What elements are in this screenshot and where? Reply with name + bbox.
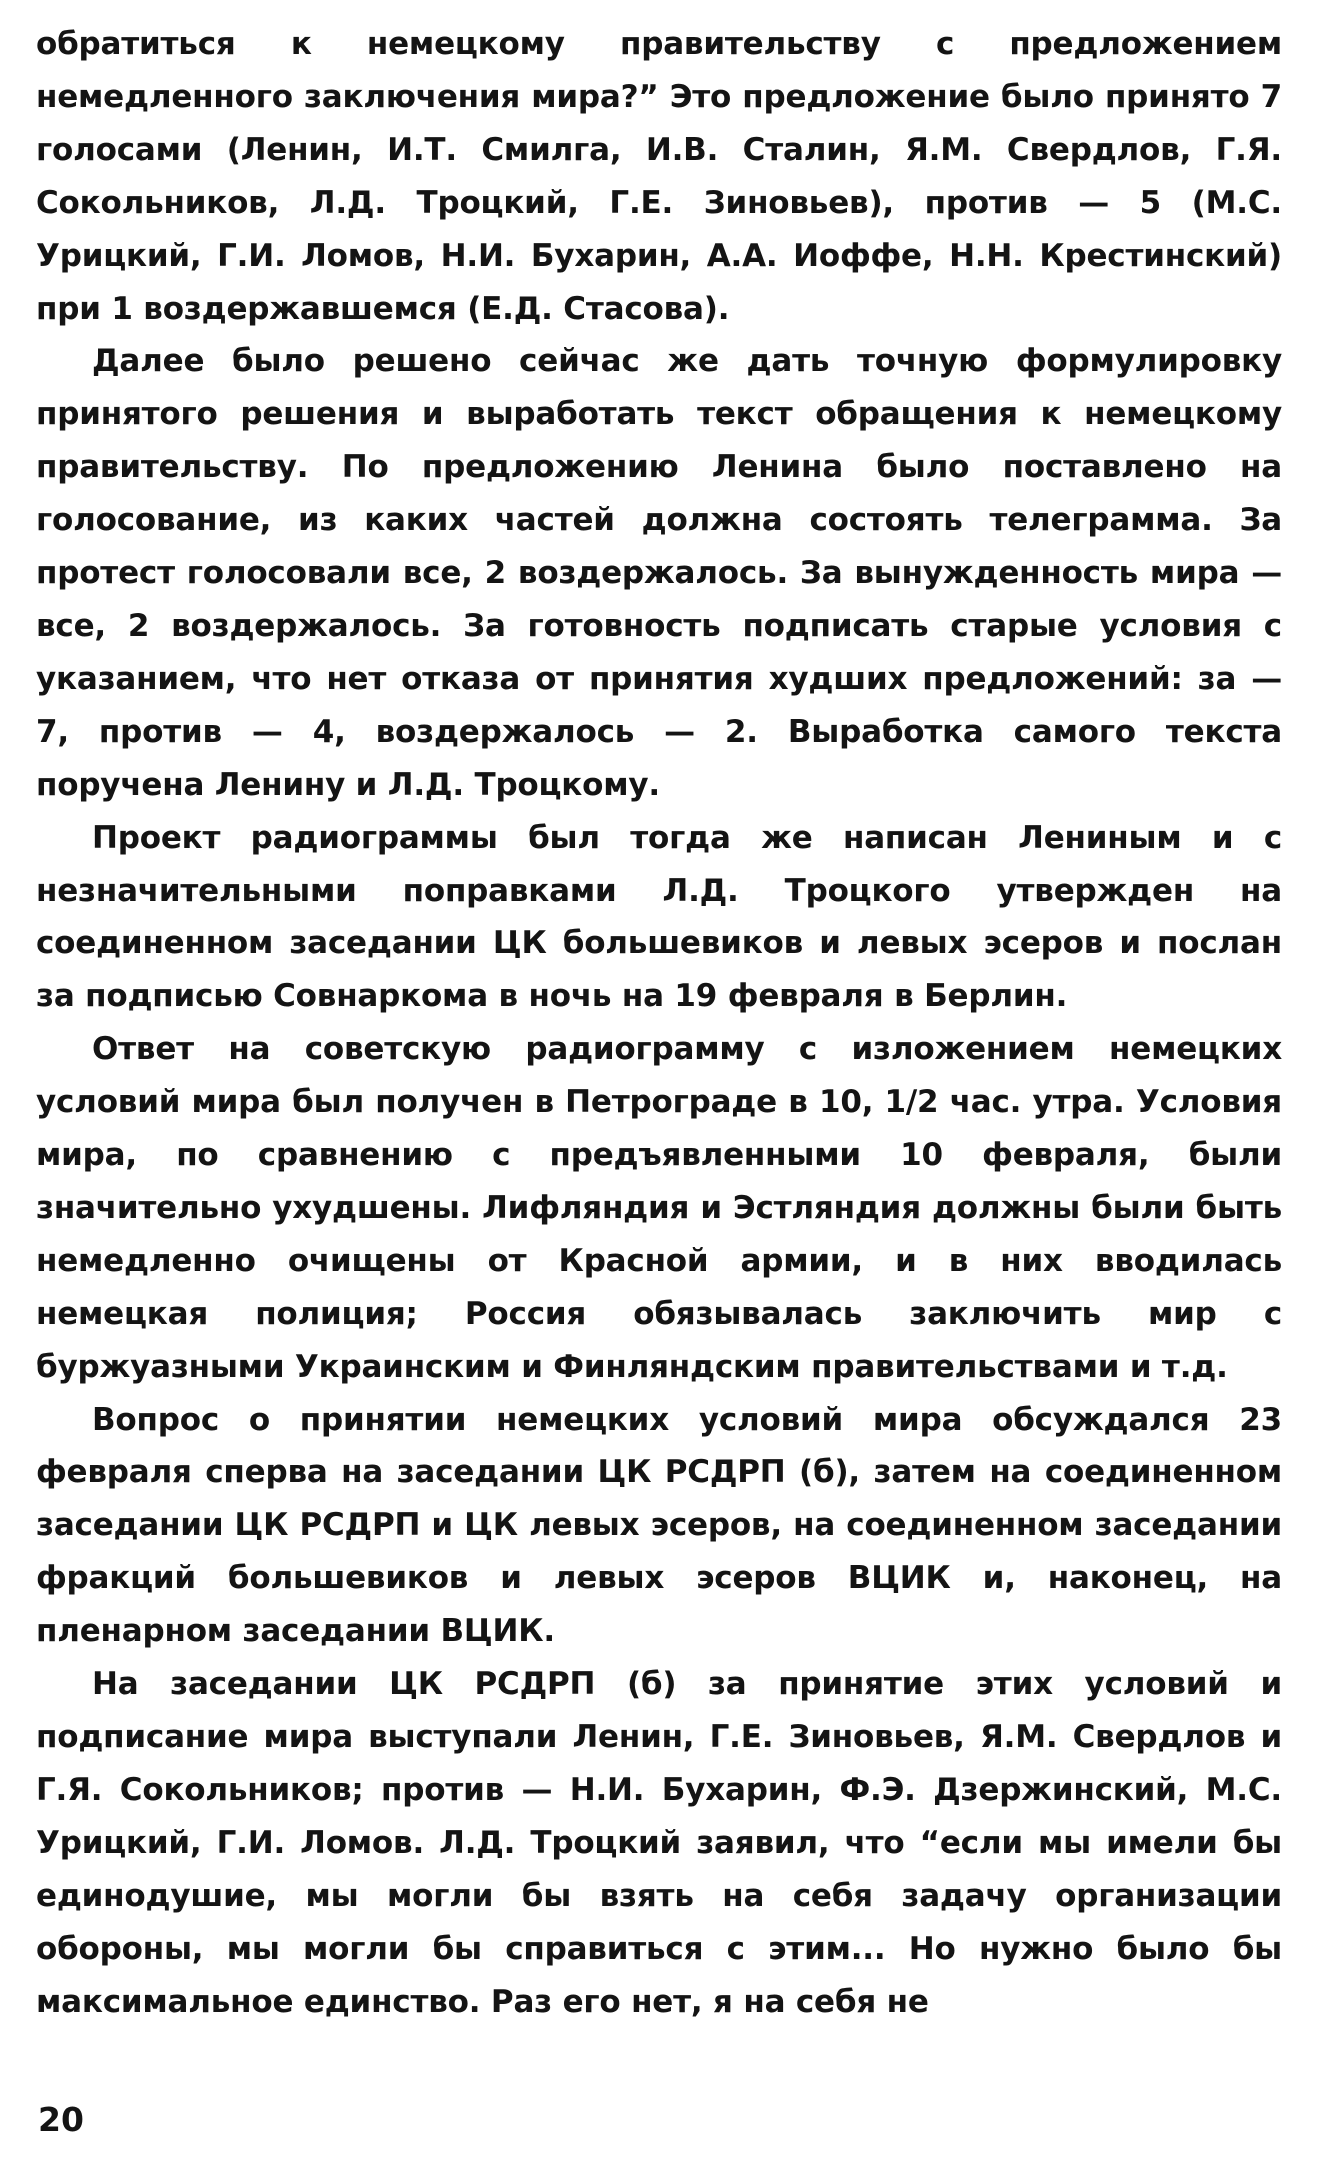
paragraph: Вопрос о принятии немецких условий мира обсуждался 23 февраля сперва на заседании ЦК РСДРП (б), затем на соединенном заседании ЦК РСДРП и ЦК левых эсеров, на соединенном заседании фракций большевиков и левых эсеров ВЦИК и, наконец, на пленарном заседании ВЦИК. xyxy=(36,1401,1282,1650)
paragraph: Ответ на советскую радиограмму с изложением немецких условий мира был получен в Петрограде в 10, 1/2 час. утра. Условия мира, по сравнению с предъявленными 10 февраля, были значительно ухудшены. Лифляндия и Эстляндия должны были быть немедленно очищены от Красной армии, и в них вводилась немецкая полиция; Россия обязывалась заключить мир с буржуазными Украинским и Финляндским правительствами и т.д. xyxy=(36,1031,1282,1385)
paragraph: Далее было решено сейчас же дать точную формулировку принятого решения и выработать текст обращения к немецкому правительству. По предложению Ленина было поставлено на голосование, из каких частей должна состоять телеграмма. За протест голосовали все, 2 воздержалось. За вынужденность мира — все, 2 воздержалось. За готовность подписать старые условия с указанием, что нет отказа от принятия худших предложений: за — 7, против — 4, воздержалось — 2. Выработка самого текста поручена Ленину и Л.Д. Троцкому. xyxy=(36,343,1282,803)
body-text xyxy=(36,18,1282,2028)
paragraph: На заседании ЦК РСДРП (б) за принятие этих условий и подписание мира выступали Ленин, Г.Е. Зиновьев, Я.М. Свердлов и Г.Я. Сокольников; против — Н.И. Бухарин, Ф.Э. Дзержинский, М.С. Урицкий, Г.И. Ломов. Л.Д. Троцкий заявил, что “если мы имели бы единодушие, мы могли бы взять на себя задачу организации обороны, мы могли бы справиться с этим... Но нужно было бы максимальное единство. Раз его нет, я на себя не xyxy=(36,1666,1282,2020)
paragraph: Проект радиограммы был тогда же написан Лениным и с незначительными поправками Л.Д. Троцкого утвержден на соединенном заседании ЦК большевиков и левых эсеров и послан за подписью Совнаркома в ночь на 19 февраля в Берлин. xyxy=(36,819,1282,1015)
paragraph-continuation: обратиться к немецкому правительству с предложением немедленного заключения мира?” Это предложение было принято 7 голосами (Ленин, И.Т. Смилга, И.В. Сталин, Я.М. Свердлов, Г.Я. Сокольников, Л.Д. Троцкий, Г.Е. Зиновьев), против — 5 (М.С. Урицкий, Г.И. Ломов, Н.И. Бухарин, А.А. Иоффе, Н.Н. Крестинский) при 1 воздержавшемся (Е.Д. Стасова). xyxy=(36,26,1282,327)
page-number: 20 xyxy=(38,2100,84,2139)
